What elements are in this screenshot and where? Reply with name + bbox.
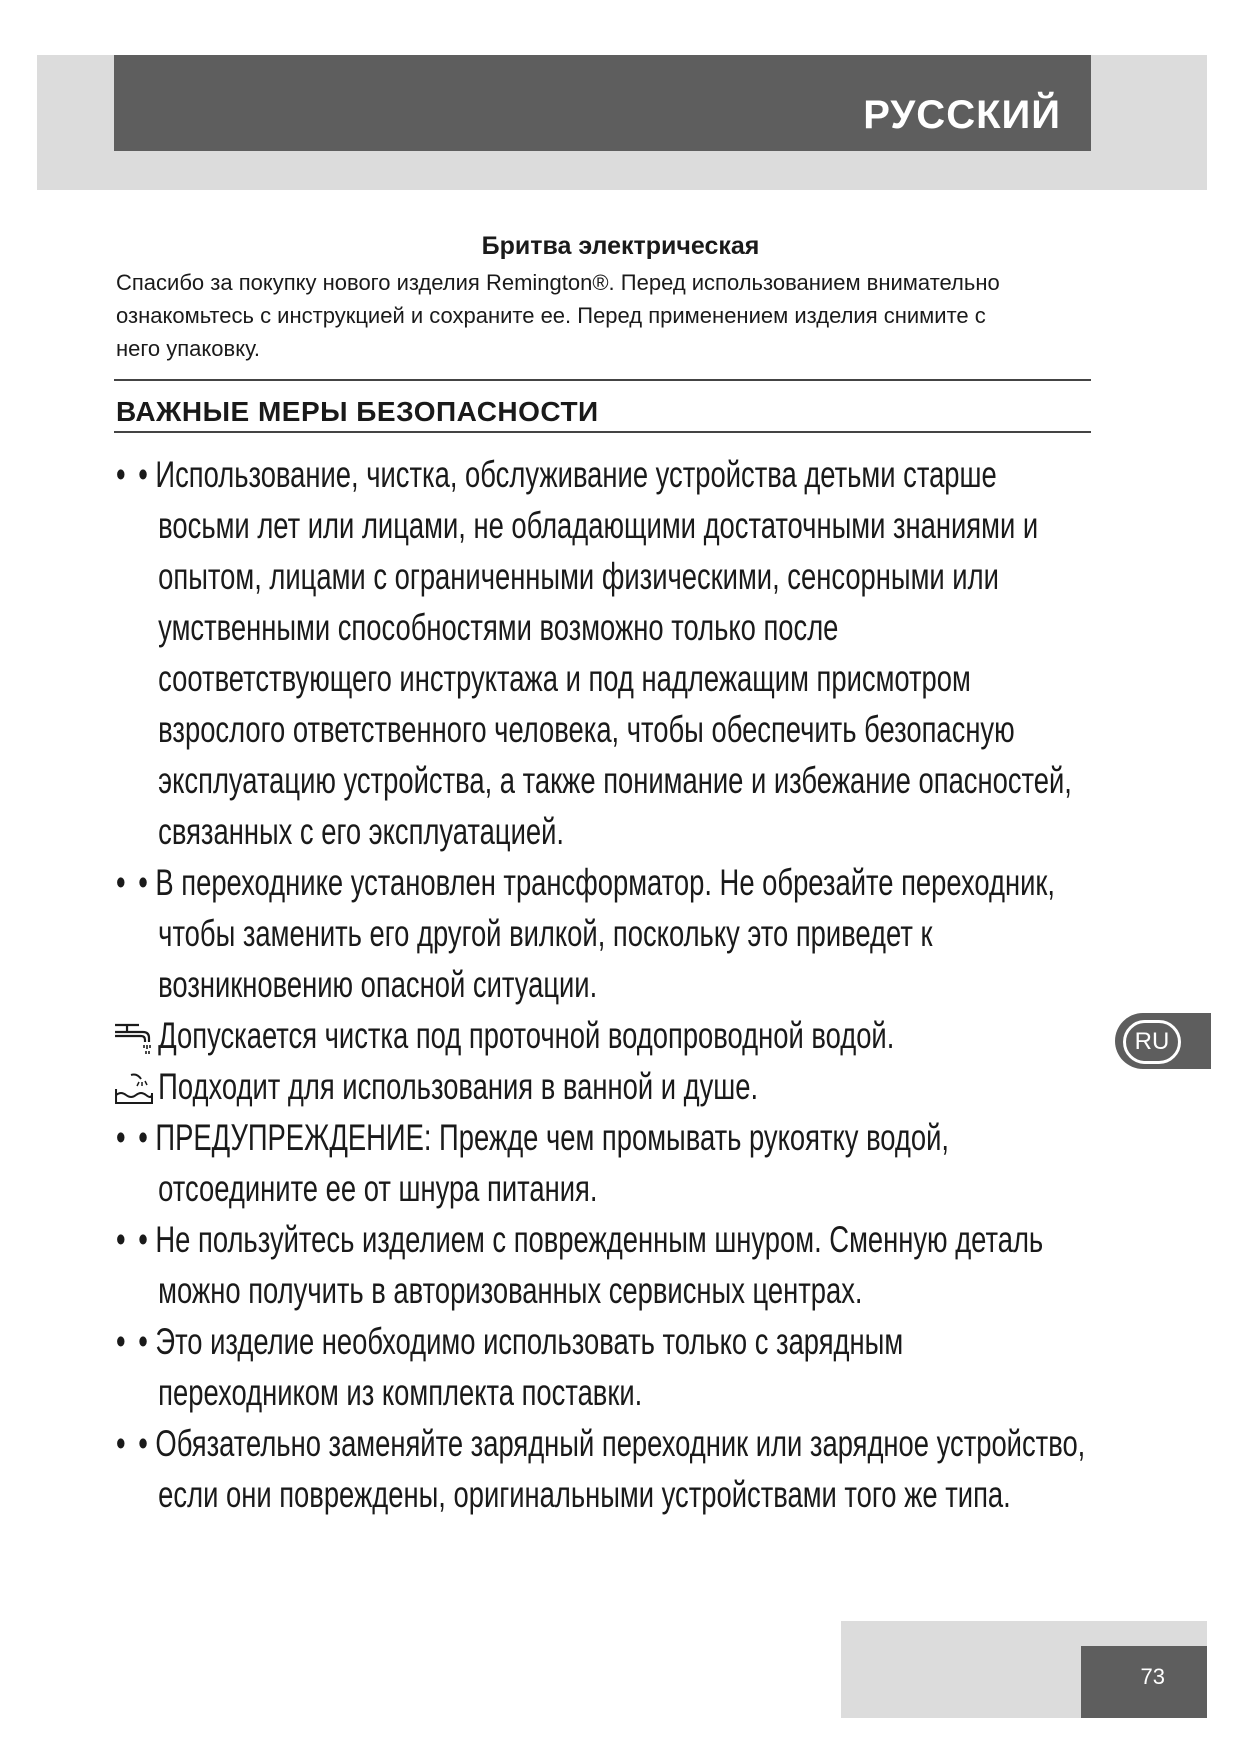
safety-item-line: • • Использование, чистка, обслуживание устройства детьми старше — [158, 449, 1093, 500]
safety-item-line: • • Это изделие необходимо использовать только с зарядным — [158, 1316, 1093, 1367]
footer-page-box — [1081, 1646, 1207, 1718]
language-title: РУССКИЙ — [863, 93, 1061, 137]
section-rule-top — [114, 379, 1091, 381]
safety-bullet-item — [116, 449, 1093, 857]
header-bar — [114, 55, 1091, 151]
section-rule-bottom — [114, 431, 1091, 433]
safety-item-line: возникновению опасной ситуации. — [158, 964, 598, 1005]
safety-item-line: Подходит для использования в ванной и душе. — [158, 1066, 759, 1107]
safety-item-line: опытом, лицами с ограниченными физическими, сенсорными или — [158, 556, 999, 597]
safety-item-line: переходником из комплекта поставки. — [158, 1372, 643, 1413]
safety-item-line: • • Обязательно заменяйте зарядный переходник или зарядное устройство, — [158, 1418, 1093, 1469]
intro-text — [116, 266, 1086, 365]
safety-item-line: Допускается чистка под проточной водопроводной водой. — [158, 1015, 895, 1056]
product-title: Бритва электрическая — [481, 232, 760, 260]
safety-item-line: • • В переходнике установлен трансформатор. Не обрезайте переходник, — [158, 857, 1093, 908]
language-side-tab-label: RU — [1123, 1020, 1181, 1064]
language-side-tab — [1115, 1013, 1211, 1069]
safety-bullet-item — [116, 1316, 1093, 1418]
safety-bullet-item — [116, 857, 1093, 1010]
safety-icon-item — [116, 1010, 1093, 1061]
safety-item-line: можно получить в авторизованных сервисных центрах. — [158, 1270, 863, 1311]
intro-line: него упаковку. — [116, 336, 260, 361]
safety-bullet-item — [116, 1112, 1093, 1214]
safety-list — [116, 449, 1093, 1520]
safety-item-line: • • ПРЕДУПРЕЖДЕНИЕ: Прежде чем промывать рукоятку водой, — [158, 1112, 1093, 1163]
safety-item-line: чтобы заменить его другой вилкой, поскольку это приведет к — [158, 913, 933, 954]
safety-icon-item — [116, 1061, 1093, 1112]
safety-item-line: отсоедините ее от шнура питания. — [158, 1168, 598, 1209]
intro-line: ознакомьтесь с инструкцией и сохраните ее. Перед применением изделия снимите с — [116, 303, 986, 328]
intro-line: Спасибо за покупку нового изделия Remington®. Перед использованием внимательно — [116, 270, 1000, 295]
safety-bullet-item — [116, 1214, 1093, 1316]
section-heading: ВАЖНЫЕ МЕРЫ БЕЗОПАСНОСТИ — [116, 396, 599, 427]
safety-item-line: взрослого ответственного человека, чтобы обеспечить безопасную — [158, 709, 1015, 750]
safety-item-line: восьми лет или лицами, не обладающими достаточными знаниями и — [158, 505, 1039, 546]
safety-item-line: умственными способностями возможно только после — [158, 607, 839, 648]
safety-item-line: соответствующего инструктажа и под надлежащим присмотром — [158, 658, 971, 699]
page-number: 73 — [1140, 1664, 1165, 1689]
safety-item-line: связанных с его эксплуатацией. — [158, 811, 565, 852]
safety-item-line: если они повреждены, оригинальными устройствами того же типа. — [158, 1474, 1011, 1515]
safety-item-line: • • Не пользуйтесь изделием с поврежденным шнуром. Сменную деталь — [158, 1214, 1093, 1265]
safety-item-line: эксплуатацию устройства, а также понимание и избежание опасностей, — [158, 760, 1072, 801]
safety-bullet-item — [116, 1418, 1093, 1520]
